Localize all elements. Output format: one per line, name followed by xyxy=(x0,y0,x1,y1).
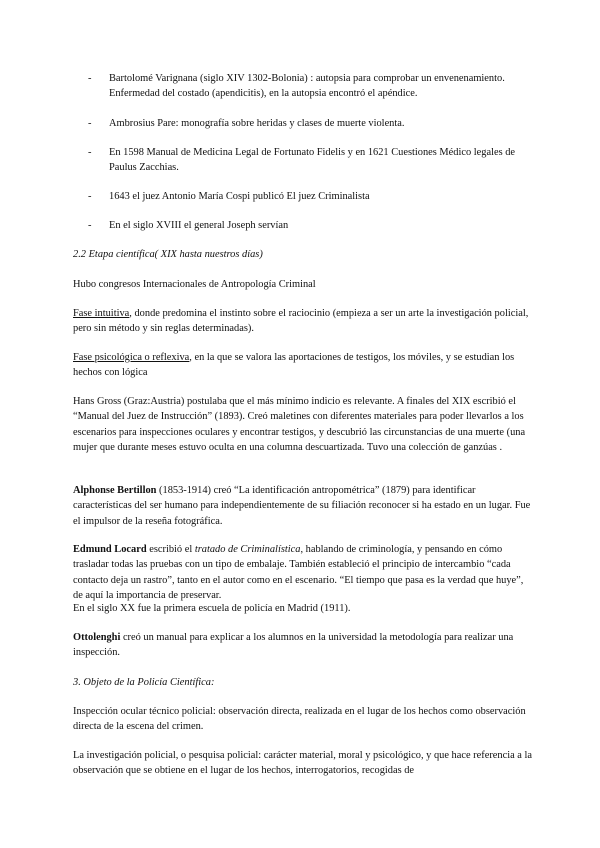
list-dash: - xyxy=(88,73,92,84)
term-fase-psicologica: Fase psicológica o reflexiva xyxy=(73,352,190,363)
paragraph-congresos: Hubo congresos Internacionales de Antropología Criminal xyxy=(73,279,316,290)
ottolenghi-text: creó un manual para explicar a los alumnos en la universidad la metodología para realizar una inspección. xyxy=(73,632,514,659)
locard-pre: escribió el xyxy=(146,544,195,555)
list-dash: - xyxy=(88,118,92,129)
list-item-text: Bartolomé Varignana (siglo XIV 1302-Bolonia) : autopsia para comprobar un envenenamiento. Enfermedad del costado (apendicitis), en la autopsia encontró el apéndice. xyxy=(109,73,505,100)
list-dash: - xyxy=(88,147,92,158)
list-dash: - xyxy=(88,220,92,231)
section-heading: 2.2 Etapa científica( XIX hasta nuestros días) xyxy=(73,249,263,260)
locard-text: , hablando de criminología, y pensando en cómo trasladar todas las pruebas con un tipo de embalaje. También estableció el principio de intercambio “cada contacto deja un rastro”, tanto en el autor como en el escenario. “El tiempo que pasa es la verdad que huye”, de aquí la importancia de preservar. xyxy=(73,544,524,602)
paragraph-locard-madrid: En el siglo XX fue la primera escuela de policía en Madrid (1911). xyxy=(73,603,351,614)
paragraph-inspeccion: Inspección ocular técnico policial: observación directa, realizada en el lugar de los hechos como observación directa de la escena del crimen. xyxy=(73,706,526,733)
term-fase-intuitiva: Fase intuitiva xyxy=(73,308,130,319)
list-item-text: En 1598 Manual de Medicina Legal de Fortunato Fidelis y en 1621 Cuestiones Médico legales de Paulus Zacchias. xyxy=(109,147,516,174)
list-item-text: En el siglo XVIII el general Joseph servían xyxy=(109,220,289,231)
fase-intuitiva-text: , donde predomina el instinto sobre el raciocinio (empieza a ser un arte la investigación policial, pero sin método y sin reglas determinadas). xyxy=(73,308,529,335)
name-locard: Edmund Locard xyxy=(73,544,147,555)
paragraph-locard xyxy=(73,542,533,604)
paragraph-ottolenghi xyxy=(73,630,533,661)
paragraph-bertillon xyxy=(73,483,533,529)
list-dash: - xyxy=(88,191,92,202)
paragraph-hans-gross: Hans Gross (Graz:Austria) postulaba que el más mínimo indicio es relevante. A finales del XIX escribió el “Manual del Juez de Instrucción” (1893). Creó maletines con diferentes materiales para poder llevarlos a los escenarios para inspecciones oculares y encontrar testigos, y descubrió las circunstancias de una muerte (una mujer que durante meses estuvo oculta en una columna descuartizada. Tuvo una colección de ganzúas . xyxy=(73,396,526,454)
paragraph-fase-psicologica xyxy=(73,350,533,381)
list-item-text: Ambrosius Pare: monografía sobre heridas y clases de muerte violenta. xyxy=(109,118,405,129)
name-bertillon: Alphonse Bertillon xyxy=(73,485,157,496)
name-ottolenghi: Ottolenghi xyxy=(73,632,121,643)
locard-book: tratado de Criminalística xyxy=(194,544,301,555)
fase-psicologica-text: , en la que se valora las aportaciones de testigos, los móviles, y se estudian los hechos con lógica xyxy=(73,352,515,379)
list-item-text: 1643 el juez Antonio María Cospi publicó El juez Criminalista xyxy=(109,191,370,202)
bertillon-text: (1853-1914) creó “La identificación antropométrica” (1879) para identificar características del ser humano para independientemente de su filiación reconocer si ha estado en un lugar. Fue el impulsor de la reseña fotográfica. xyxy=(73,485,531,527)
paragraph-investigacion: La investigación policial, o pesquisa policial: carácter material, moral y psicológico, y que hace referencia a la observación que se obtiene en el lugar de los hechos, interrogatorios, recogidas de xyxy=(73,750,533,777)
paragraph-fase-intuitiva xyxy=(73,306,533,337)
section-heading: 3. Objeto de la Policía Científica: xyxy=(73,677,215,688)
